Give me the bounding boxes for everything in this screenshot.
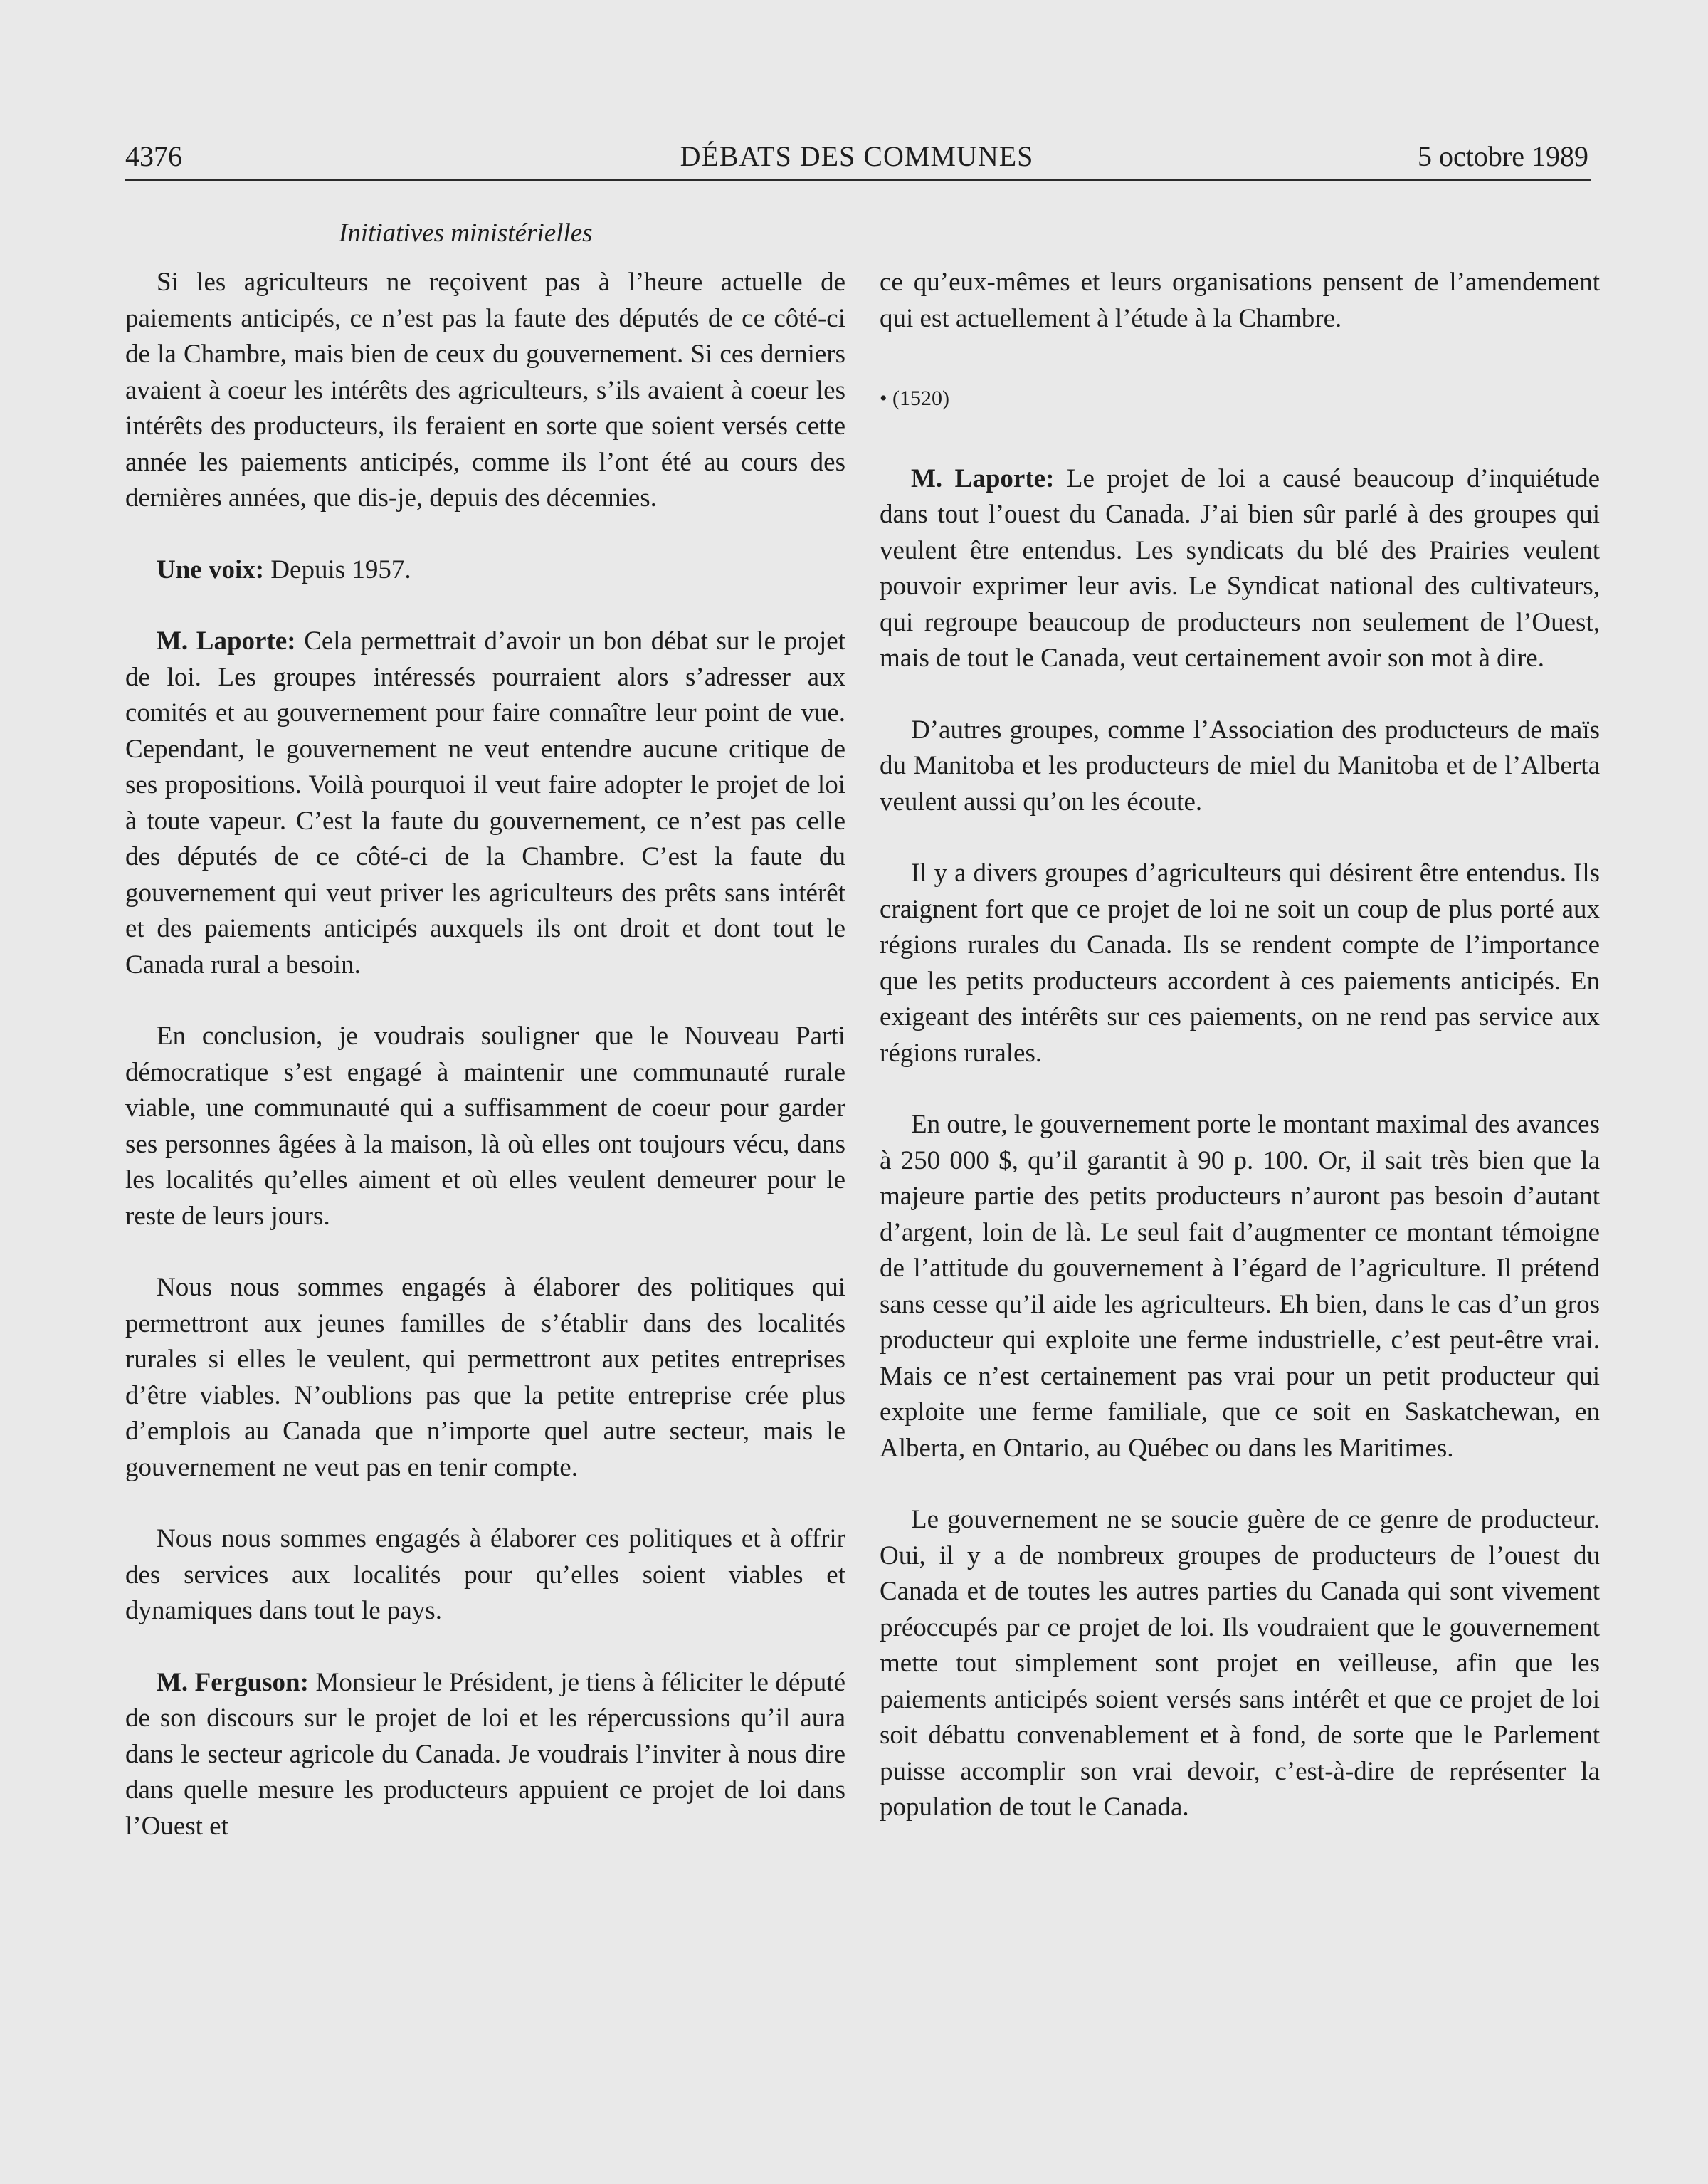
paragraph xyxy=(880,461,1600,677)
paragraph xyxy=(125,1521,845,1629)
paragraph xyxy=(125,552,845,589)
journal-title: DÉBATS DES COMMUNES xyxy=(680,140,1034,172)
paragraph xyxy=(880,713,1600,821)
page-number: 4376 xyxy=(125,140,182,172)
section-title: Initiatives ministérielles xyxy=(339,219,593,248)
paragraph-text: En outre, le gouvernement porte le montant maximal des avances à 250 000 $, qu’il garantit à 90 p. 100. Or, il sait très bien que la majeure partie des petits producteurs n’auront pas besoin d’autant d’argent, loin de là. Le seul fait d’augmenter ce montant témoigne de l’attitude du gouvernement à l’égard de l’agriculture. Il prétend sans cesse qu’il aide les agriculteurs. Eh bien, dans le cas d’un gros producteur qui exploite une ferme industrielle, c’est peut-être vrai. Mais ce n’est certainement pas vrai pour un petit producteur qui exploite une ferme familiale, que ce soit en Saskatchewan, en Alberta, en Ontario, au Québec ou dans les Maritimes. xyxy=(880,1110,1600,1463)
continued-paragraph: ce qu’eux-mêmes et leurs organisations pensent de l’amendement qui est actuellement à l’étude à la Chambre. xyxy=(880,268,1600,333)
paragraph-text: Il y a divers groupes d’agriculteurs qui désirent être entendus. Ils craignent fort que ce projet de loi ne soit un coup de plus porté aux régions rurales du Canada. Ils se rendent compte de l’importance que les petits producteurs accordent à ces paiements anticipés. En exigeant des intérêts sur ces paiements, on ne rend pas service aux régions rurales. xyxy=(880,859,1600,1068)
paragraph-text: Le gouvernement ne se soucie guère de ce genre de producteur. Oui, il y a de nombreux groupes de producteurs de l’ouest du Canada et de toutes les autres parties du Canada qui sont vivement préoccupés par ce projet de loi. Ils voudraient que le gouvernement mette tout simplement sont projet en veilleuse, afin que les paiements anticipés soient versés sans intérêt et que ce projet de loi soit débattu convenablement et à fond, de sorte que le Parlement puisse accomplir son vrai devoir, c’est-à-dire de représenter la population de tout le Canada. xyxy=(880,1505,1600,1822)
speaker-name: M. Laporte: xyxy=(157,626,296,656)
speaker-name: M. Laporte: xyxy=(911,463,1055,493)
page-header xyxy=(125,135,1588,178)
paragraph xyxy=(880,1107,1600,1466)
header-rule xyxy=(125,179,1591,181)
issue-date: 5 octobre 1989 xyxy=(1418,140,1588,172)
paragraph-text: Nous nous sommes engagés à élaborer ces politiques et à offrir des services aux localités pour qu’elles soient viables et dynamiques dans tout le pays. xyxy=(125,1524,845,1625)
paragraph xyxy=(125,265,845,517)
paragraph-text: Cela permettrait d’avoir un bon débat sur le projet de loi. Les groupes intéressés pourraient alors s’adresser aux comités et au gouvernement pour faire connaître leur point de vue. Cependant, le gouvernement ne veut entendre aucune critique de ses propositions. Voilà pourquoi il veut faire adopter le projet de loi à toute vapeur. C’est la faute du gouvernement, ce n’est pas celle des députés de ce côté-ci de la Chambre. C’est la faute du gouvernement qui veut priver les agriculteurs des prêts sans intérêt et des paiements anticipés auxquels ils ont droit et dont tout le Canada rural a besoin. xyxy=(125,626,846,980)
paragraph xyxy=(880,1502,1600,1826)
paragraph-text: Monsieur le Président, je tiens à féliciter le député de son discours sur le projet de loi et les répercussions qu’il aura dans le secteur agricole du Canada. Je voudrais l’inviter à nous dire dans quelle mesure les producteurs appuient ce projet de loi dans l’Ouest et xyxy=(125,1667,845,1841)
left-column xyxy=(125,265,845,1844)
paragraph-text: Nous nous sommes engagés à élaborer des politiques qui permettront aux jeunes familles de s’établir dans des localités rurales si elles le veulent, qui permettront aux petites entreprises d’être viables. N’oublions pas que la petite entreprise crée plus d’emplois au Canada que n’importe quel autre secteur, mais le gouvernement ne veut pas en tenir compte. xyxy=(125,1273,845,1482)
paragraph xyxy=(125,1019,845,1234)
paragraph-text: En conclusion, je voudrais souligner que le Nouveau Parti démocratique s’est engagé à maintenir une communauté rurale viable, une communauté qui a suffisamment de coeur pour garder ses personnes âgées à la maison, là où elles ont toujours vécu, dans les localités qu’elles aiment et où elles veulent demeurer pour le reste de leurs jours. xyxy=(125,1022,845,1231)
paragraph xyxy=(125,624,845,983)
speaker-name: M. Ferguson: xyxy=(157,1667,309,1697)
paragraph-text: Depuis 1957. xyxy=(270,555,411,584)
right-column xyxy=(880,265,1600,1826)
paragraph-text: Le projet de loi a causé beaucoup d’inquiétude dans tout l’ouest du Canada. J’ai bien sûr parlé à des groupes qui veulent être entendus. Les syndicats du blé des Prairies veulent pouvoir exprimer leur avis. Le Syndicat national des cultivateurs, qui regroupe beaucoup de producteurs non seulement de l’Ouest, mais de tout le Canada, veut certainement avoir son mot à dire. xyxy=(880,463,1601,673)
paragraph-text: D’autres groupes, comme l’Association des producteurs de maïs du Manitoba et les producteurs de miel du Manitoba et de l’Alberta veulent aussi qu’on les écoute. xyxy=(880,715,1600,817)
time-marker: • (1520) xyxy=(880,387,949,410)
paragraph-text: Si les agriculteurs ne reçoivent pas à l’heure actuelle de paiements anticipés, ce n’est pas la faute des députés de ce côté-ci de la Chambre, mais bien de ceux du gouvernement. Si ces derniers avaient à coeur les intérêts des agriculteurs, s’ils avaient à coeur les intérêts des producteurs, ils feraient en sorte que soient versés cette année les paiements anticipés, comme ils l’ont été au cours des dernières années, que dis-je, depuis des décennies. xyxy=(125,268,845,513)
paragraph xyxy=(125,1665,845,1845)
speaker-name: Une voix: xyxy=(157,555,265,584)
paragraph xyxy=(125,1270,845,1486)
paragraph xyxy=(880,856,1600,1071)
